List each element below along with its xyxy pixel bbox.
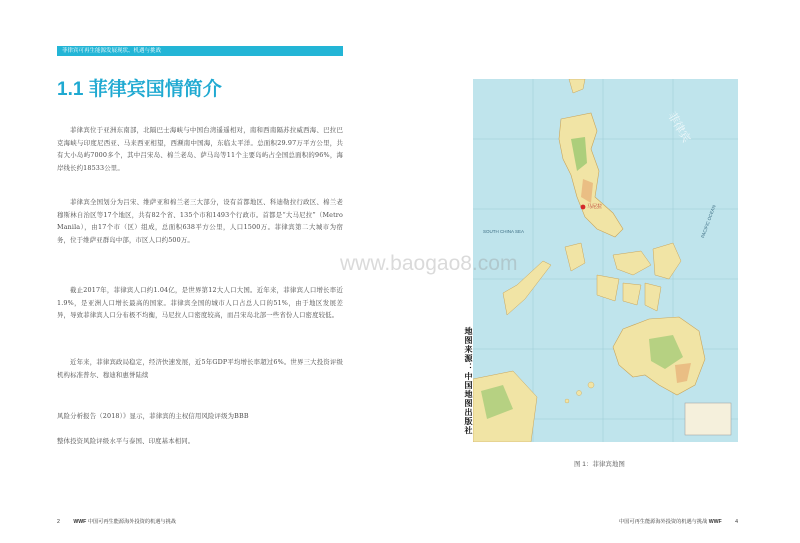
running-header-title: 菲律宾可再生能源发展现状、机遇与挑战 bbox=[62, 48, 162, 54]
paragraph-risk-level: 整体投资风险评级水平与泰国、印度基本相同。 bbox=[57, 437, 195, 445]
footer-right-brand: WWF bbox=[708, 519, 722, 525]
paragraph-risk-report: 风险分析报告（2018）》显示，菲律宾的主权信用风险评级为BBB bbox=[57, 412, 249, 420]
map-label-ocean: PACIFIC OCEAN bbox=[700, 204, 717, 239]
footer-right bbox=[619, 518, 738, 525]
footer-left-title: 中国可再生能源海外投资的机遇与挑战 bbox=[87, 519, 176, 525]
map-label-manila: 马尼拉 bbox=[587, 204, 603, 210]
footer-left-page-number: 2 bbox=[57, 519, 60, 525]
footer-right-title: 中国可再生能源海外投资的机遇与挑战 bbox=[619, 519, 708, 525]
paragraph-administration: 菲律宾全国划分为吕宋、维萨亚和棉兰老三大部分，设有首都地区、科迪勒拉行政区、棉兰老穆斯林自治区等17个地区，共有82个省、135个市和1493个行政市。首都是“大马尼拉”（Metro Manila），由17个市（区）组成，总面积638平方公里，人口1500万。菲律宾第二大城市为宿务，位于维萨亚群岛中部，市区人口约500万。 bbox=[57, 198, 343, 244]
map-source-label: 地图来源：中国地图出版社 bbox=[464, 327, 473, 435]
paragraph-geography: 菲律宾位于亚洲东南部，北隔巴士海峡与中国台湾遥遥相对，南和西南隔苏拉威西海、巴拉巴克海峡与印度尼西亚、马来西亚相望，西濒南中国海，东临太平洋。总面积29.97万平方公里，共有大小岛屿7000多个，其中吕宋岛、棉兰老岛、萨马岛等11个主要岛屿占全国总面积的96%，海岸线长约18533公里。 bbox=[57, 126, 343, 172]
footer-right-page-number: 4 bbox=[735, 519, 738, 525]
paragraph-economy: 近年来，菲律宾政局稳定，经济快速发展，近5年GDP平均增长率超过6%。世界三大投资评级机构标准普尔、穆迪和惠誉陆续 bbox=[57, 358, 343, 379]
footer-left bbox=[57, 518, 176, 525]
section-title: 1.1 菲律宾国情简介 bbox=[57, 79, 222, 100]
footer-left-brand: WWF bbox=[73, 519, 87, 525]
running-header-band bbox=[57, 46, 343, 56]
map-label-country: 菲律宾 bbox=[665, 109, 693, 145]
watermark: www.baogao8.com bbox=[340, 252, 518, 275]
figure-caption: 图 1：菲律宾地图 bbox=[574, 461, 625, 468]
paragraph-population: 截止2017年，菲律宾人口约1.04亿，是世界第12大人口大国。近年来，菲律宾人口增长率近1.9%，是亚洲人口增长最高的国家。菲律宾全国的城市人口占总人口的51%，由于地区发展差异，导致菲律宾人口分布极不均衡，马尼拉人口密度较高，而吕宋岛北部一些省份人口密度较低。 bbox=[57, 286, 343, 319]
map-label-sea: SOUTH CHINA SEA bbox=[483, 229, 525, 234]
